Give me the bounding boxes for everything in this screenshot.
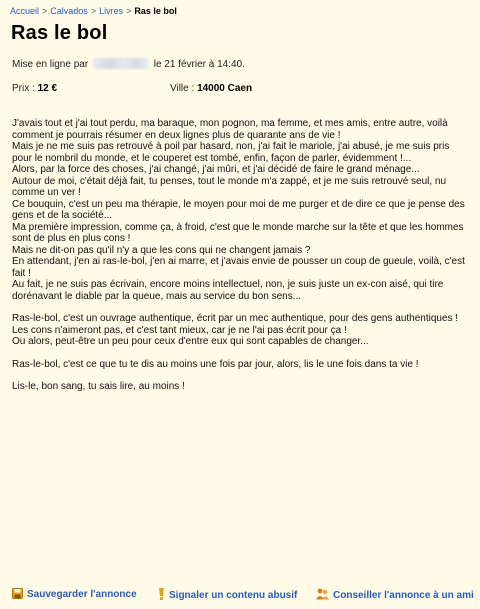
- location-info: [170, 83, 252, 94]
- breadcrumb-separator: >: [126, 6, 132, 16]
- exclamation-icon: [158, 588, 165, 603]
- description-paragraph: Ma première impression, comme ça, à froid, c'est que le monde marche sur la tête et que les hommes sont de plus en plus cons !: [12, 221, 464, 244]
- recommend-to-friend-label: Conseiller l'annonce à un ami: [333, 590, 474, 601]
- breadcrumb-link-accueil[interactable]: Accueil: [10, 6, 40, 16]
- breadcrumb-separator: >: [90, 6, 97, 16]
- report-abuse-label: Signaler un contenu abusif: [169, 590, 298, 601]
- description-paragraph: Ras-le-bol, c'est un ouvrage authentique, écrit par un mec authentique, pour des gens authentiques !: [12, 313, 459, 324]
- description-paragraph: Ce bouquin, c'est un peu ma thérapie, le moyen pour moi de me purger et de dire ce que je pense des gens et de la société...: [12, 198, 465, 221]
- paragraph-gap: [12, 302, 468, 313]
- location-value: 14000 Caen: [197, 83, 253, 94]
- blurred-username: [93, 58, 149, 69]
- location-label: Ville :: [170, 83, 195, 94]
- ad-actions-bar: [0, 588, 480, 606]
- save-ad-button[interactable]: [12, 588, 137, 602]
- posted-info: [12, 58, 245, 70]
- description-paragraph: Ou alors, peut-être un peu pour ceux d'entre eux qui sont capables de changer...: [12, 336, 369, 347]
- description-paragraph: Ras-le-bol, c'est ce que tu te dis au moins une fois par jour, alors, lis le une fois dans ta vie !: [12, 358, 419, 370]
- breadcrumb: [10, 6, 177, 16]
- description-paragraph: Lis-le, bon sang, tu sais lire, au moins !: [12, 381, 185, 392]
- page-title: Ras le bol: [11, 22, 108, 44]
- description-paragraph: En attendant, j'en ai ras-le-bol, j'en ai marre, et j'avais envie de pousser un coup de gueule, voilà, c'est fait !: [12, 256, 465, 279]
- description-paragraph: Mais je ne me suis pas retrouvé à poil par hasard, non, j'ai fait le mariole, j'ai abusé, je me suis pris pour le nombril du monde, et le couperet est tombé, enfin, façon de parler, évidemment !...: [12, 141, 450, 164]
- description-paragraph: Alors, par la force des choses, j'ai changé, j'ai mûri, et j'ai décidé de faire le grand ménage...: [12, 164, 420, 175]
- report-abuse-button[interactable]: [158, 588, 297, 603]
- price-location-row: [12, 83, 456, 94]
- description-paragraph: Les cons n'aimeront pas, et c'est tant mieux, car je ne l'ai pas écrit pour ça !: [12, 324, 347, 336]
- breadcrumb-separator: >: [42, 6, 48, 16]
- description-paragraph: J'avais tout et j'ai tout perdu, ma baraque, mon pognon, ma femme, et mes amis, entre autre, voilà comment je pourrais résumer en deux lignes plus de quarante ans de vie !: [12, 118, 448, 141]
- price-label: Prix :: [12, 83, 35, 94]
- breadcrumb-link-livres[interactable]: Livres: [99, 6, 124, 16]
- people-icon: [316, 588, 329, 603]
- ad-description: [12, 118, 468, 393]
- posted-prefix: Mise en ligne par: [12, 59, 89, 70]
- price-value: 12 €: [37, 83, 58, 94]
- save-ad-label: Sauvegarder l'annonce: [27, 589, 137, 600]
- paragraph-gap: [12, 370, 468, 381]
- breadcrumb-current: Ras le bol: [134, 6, 177, 16]
- paragraph-gap: [12, 348, 468, 359]
- description-paragraph: Mais ne dit-on pas qu'il n'y a que les cons qui ne changent jamais ?: [12, 244, 311, 256]
- breadcrumb-link-calvados[interactable]: Calvados: [50, 6, 88, 16]
- price-info: [12, 83, 57, 94]
- description-paragraph: Au fait, je ne suis pas écrivain, encore moins intellectuel, non, je suis juste un ex-con aisé, qui tire dorénavant le diable par la queue, mais au service du bon sens...: [12, 279, 444, 302]
- description-paragraph: Autour de moi, c'était déjà fait, tu penses, tout le monde m'a zappé, et je me suis retrouvé seul, nu comme un ver !: [12, 175, 447, 198]
- posted-date: le 21 février à 14:40.: [153, 59, 245, 70]
- recommend-to-friend-button[interactable]: [316, 588, 474, 603]
- floppy-disk-icon: [12, 588, 23, 602]
